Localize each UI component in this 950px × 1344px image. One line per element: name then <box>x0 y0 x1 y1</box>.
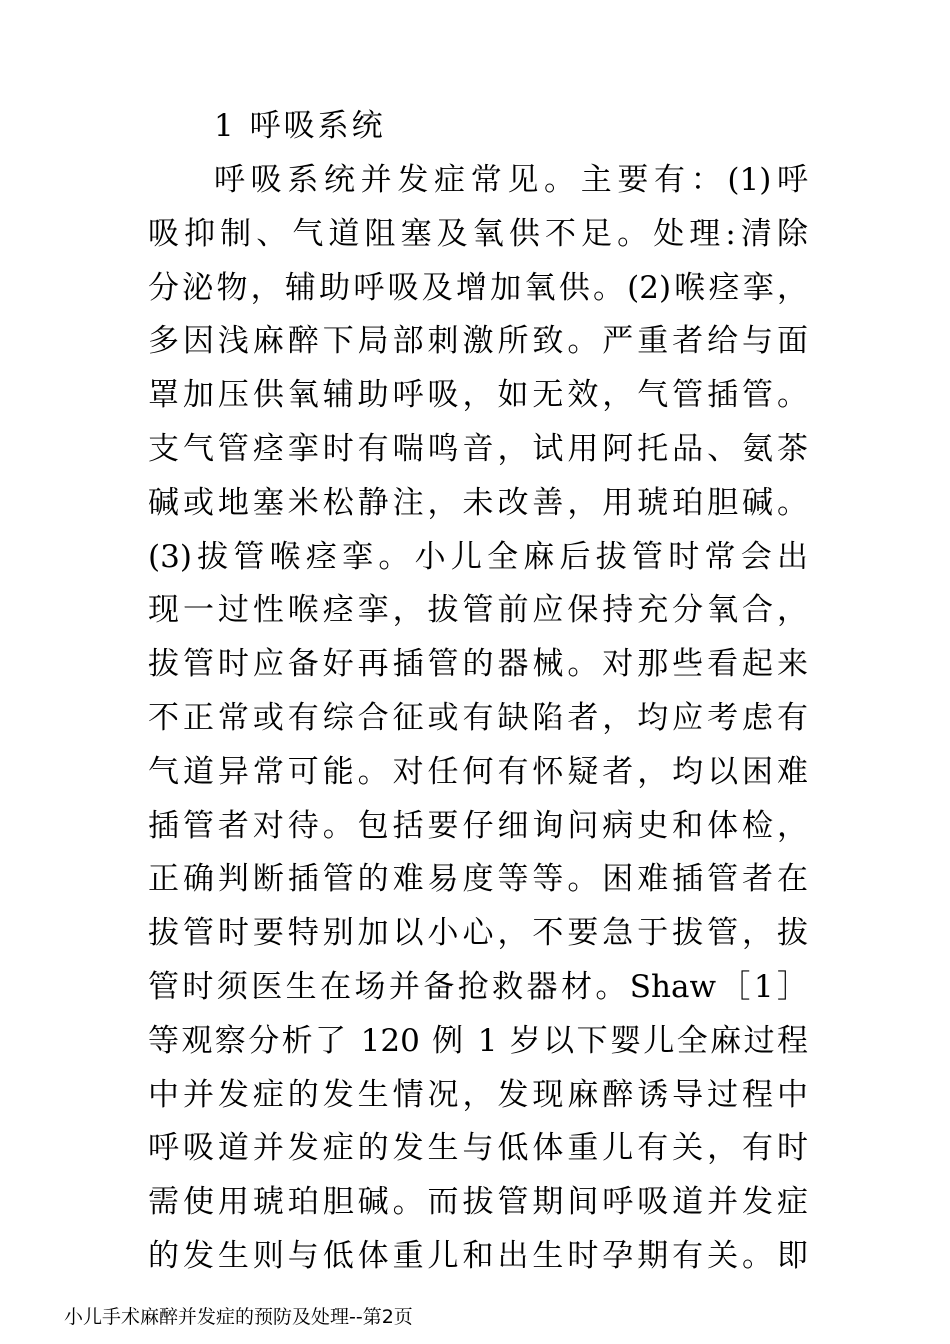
text-line: 等观察分析了 120 例 1 岁以下婴儿全麻过程 <box>148 1022 808 1059</box>
text-line: 拔管时应备好再插管的器械。对那些看起来 <box>148 646 808 683</box>
text-line: 多因浅麻醉下局部刺激所致。严重者给与面 <box>148 323 808 360</box>
text-line: 中并发症的发生情况，发现麻醉诱导过程中 <box>148 1076 808 1113</box>
text-line: 拔管时要特别加以小心，不要急于拔管，拔 <box>148 915 808 952</box>
section-heading: 1 呼吸系统 <box>214 108 386 144</box>
text-line: 呼吸系统并发症常见。主要有：(1)呼 <box>214 162 808 198</box>
text-line: 需使用琥珀胆碱。而拔管期间呼吸道并发症 <box>148 1184 808 1221</box>
text-line: 分泌物，辅助呼吸及增加氧供。(2)喉痉挛， <box>148 269 808 306</box>
text-line: 管时须医生在场并备抢救器材。Shaw［1］ <box>148 968 808 1005</box>
text-line: (3)拔管喉痉挛。小儿全麻后拔管时常会出 <box>148 538 808 575</box>
text-line: 现一过性喉痉挛，拔管前应保持充分氧合， <box>148 592 808 629</box>
text-line: 的发生则与低体重儿和出生时孕期有关。即 <box>148 1237 808 1274</box>
page-footer: 小儿手术麻醉并发症的预防及处理--第2页 <box>64 1306 413 1328</box>
text-line: 支气管痉挛时有喘鸣音，试用阿托品、氨茶 <box>148 430 808 467</box>
text-line: 碱或地塞米松静注，未改善，用琥珀胆碱。 <box>148 484 808 521</box>
text-line: 正确判断插管的难易度等等。困难插管者在 <box>148 861 808 898</box>
body-paragraph <box>148 154 808 1284</box>
text-line: 插管者对待。包括要仔细询问病史和体检， <box>148 807 808 844</box>
text-line: 吸抑制、气道阻塞及氧供不足。处理:清除 <box>148 215 808 252</box>
text-line: 不正常或有综合征或有缺陷者，均应考虑有 <box>148 699 808 736</box>
text-line: 气道异常可能。对任何有怀疑者，均以困难 <box>148 753 808 790</box>
text-line: 罩加压供氧辅助呼吸，如无效，气管插管。 <box>148 377 808 414</box>
text-line: 呼吸道并发症的发生与低体重儿有关，有时 <box>148 1130 808 1167</box>
